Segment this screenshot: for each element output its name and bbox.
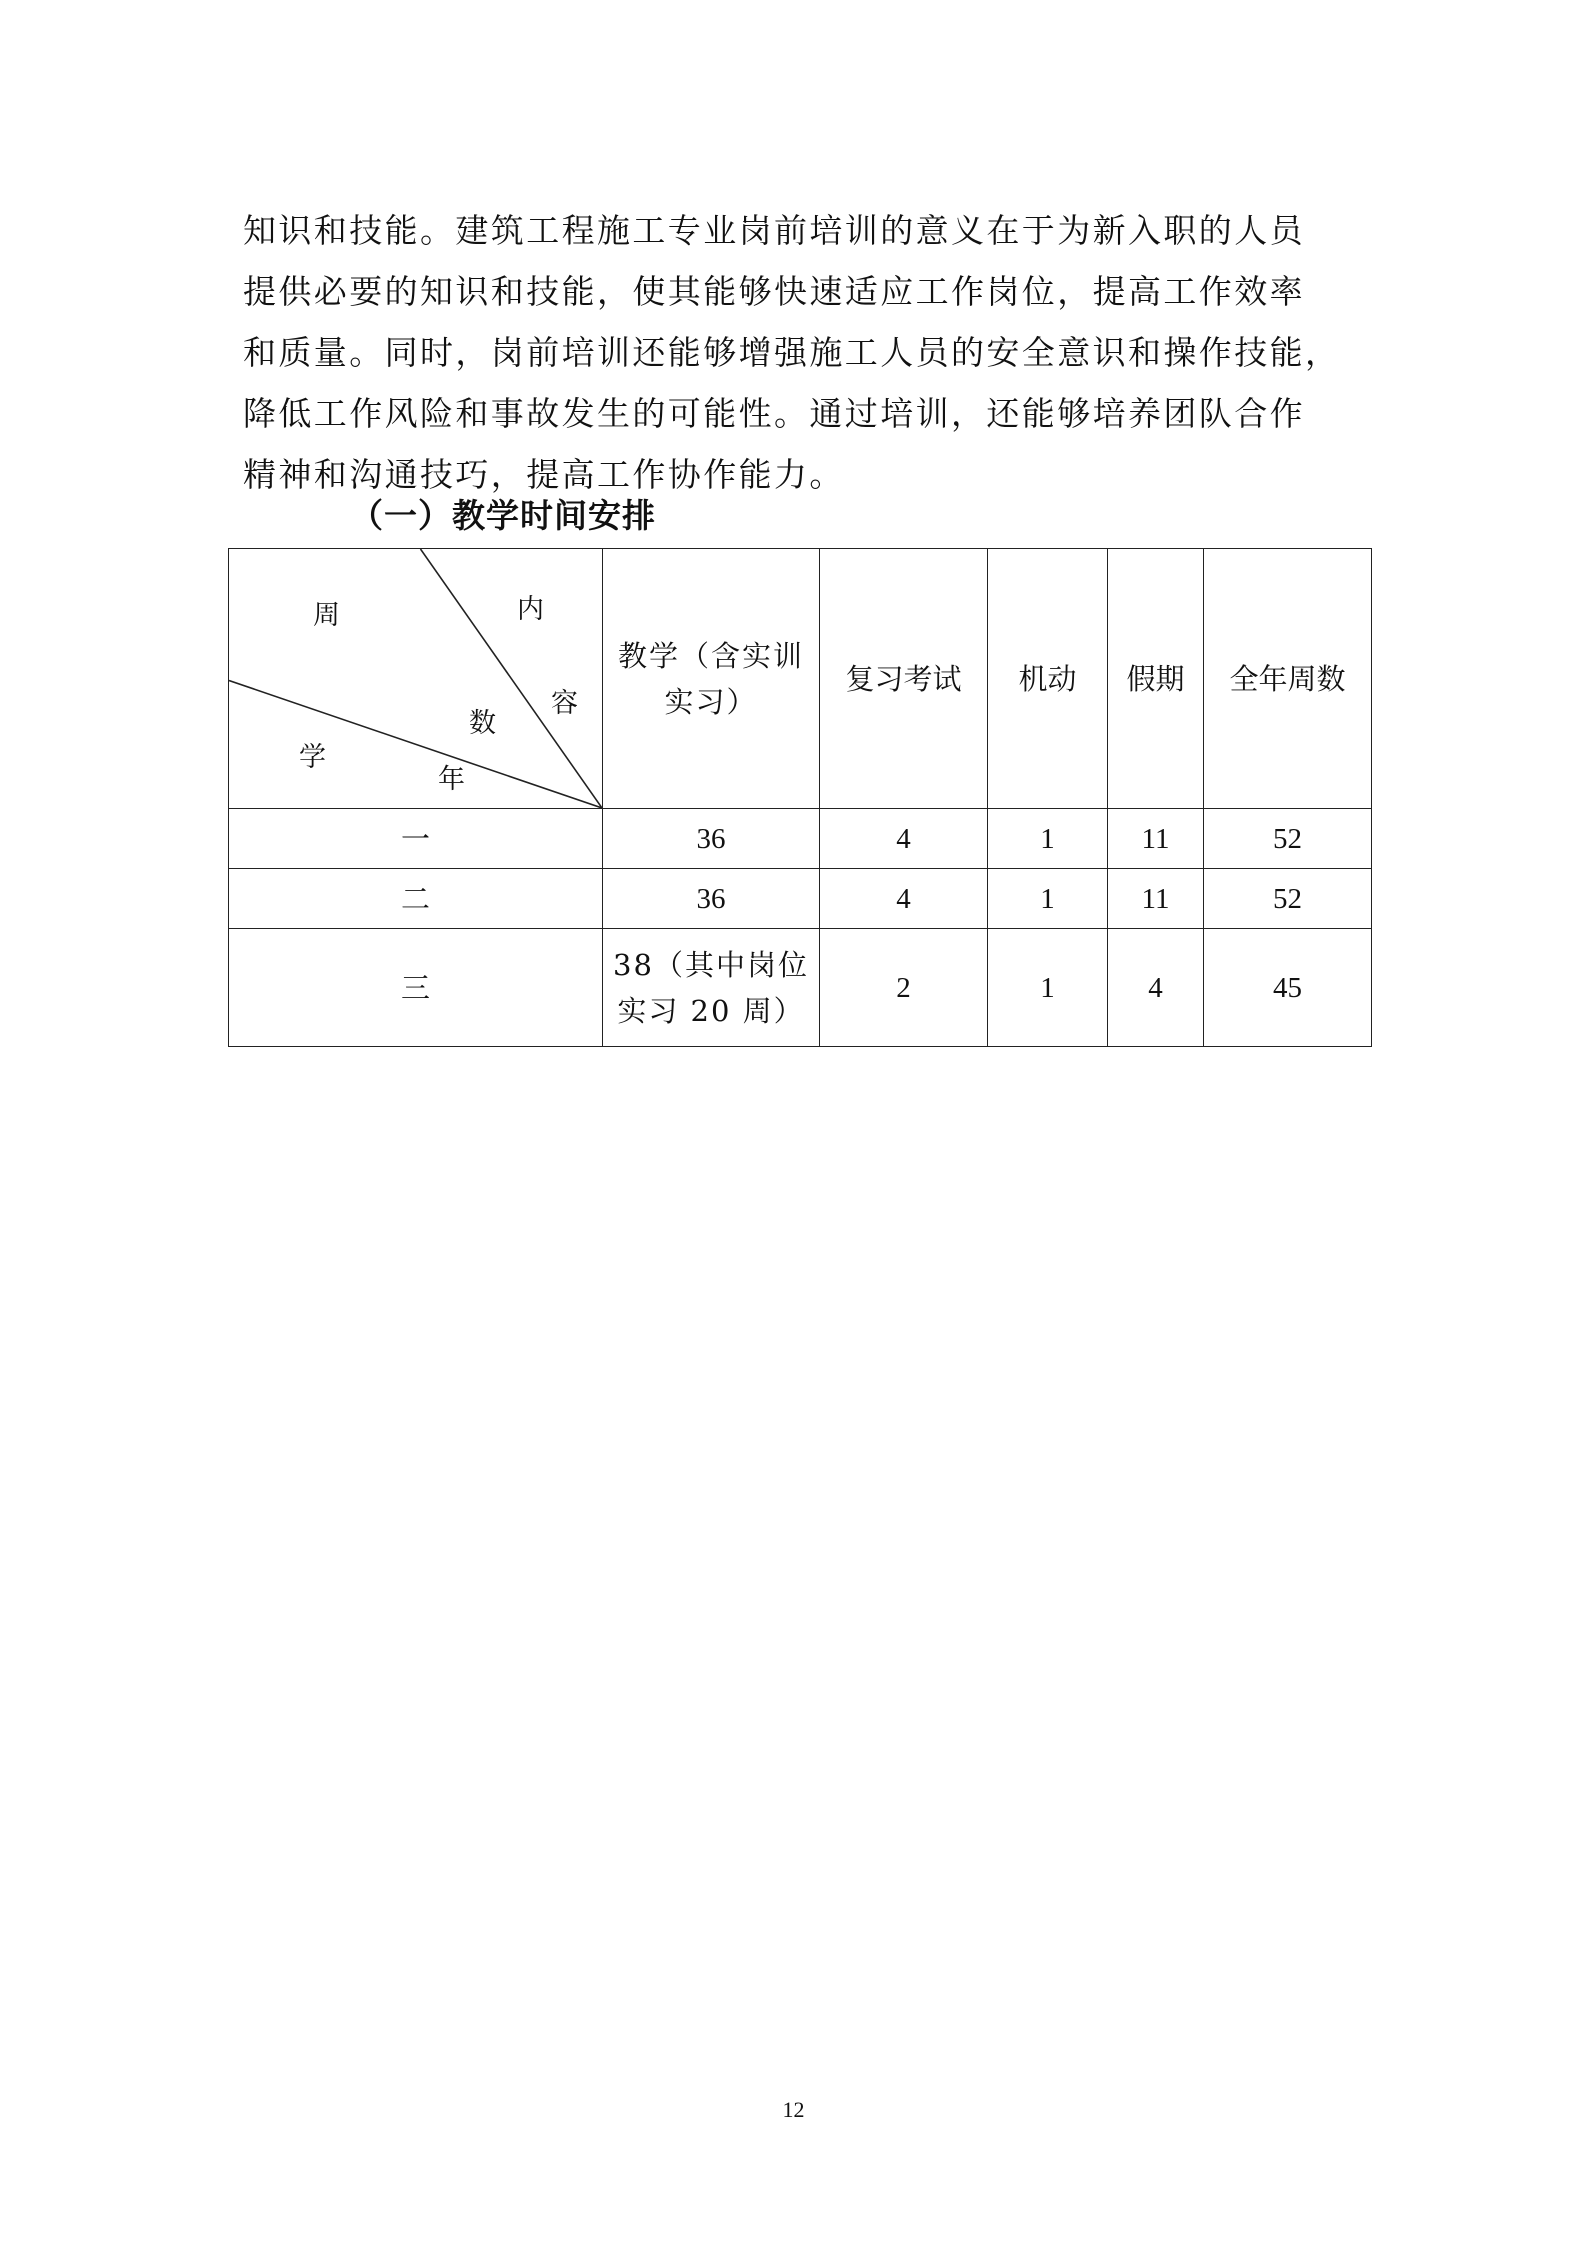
cell-year: 三 [229, 929, 603, 1047]
cell-total: 45 [1204, 929, 1372, 1047]
cell-teaching-line2: 实习 20 周） [617, 993, 805, 1028]
corner-label-rong: 容 [551, 688, 578, 719]
header-flexible: 机动 [988, 549, 1108, 809]
cell-teaching: 36 [603, 869, 820, 929]
cell-holiday: 4 [1108, 929, 1204, 1047]
cell-teaching [603, 929, 820, 1047]
paragraph-line: 和质量。同时，岗前培训还能够增强施工人员的安全意识和操作技能， [243, 333, 1341, 372]
cell-review: 4 [820, 869, 988, 929]
cell-review: 4 [820, 809, 988, 869]
cell-holiday: 11 [1108, 809, 1204, 869]
corner-label-zhou: 周 [313, 600, 340, 631]
cell-teaching: 36 [603, 809, 820, 869]
diagonal-lines [229, 549, 602, 808]
table-row [229, 809, 1372, 869]
cell-teaching-line1: 38（其中岗位 [613, 947, 809, 982]
header-review: 复习考试 [820, 549, 988, 809]
cell-year: 二 [229, 869, 603, 929]
cell-total: 52 [1204, 809, 1372, 869]
table-header-row [229, 549, 1372, 809]
page-number: 12 [782, 2097, 805, 2122]
cell-holiday: 11 [1108, 869, 1204, 929]
header-teaching-line2: 实习） [664, 684, 758, 719]
paragraph-line: 精神和沟通技巧，提高工作协作能力。 [243, 455, 845, 494]
header-total-weeks: 全年周数 [1204, 549, 1372, 809]
header-teaching [603, 549, 820, 809]
corner-label-nian: 年 [438, 764, 465, 795]
table-row [229, 929, 1372, 1047]
paragraph-line: 知识和技能。建筑工程施工专业岗前培训的意义在于为新入职的人员 [243, 211, 1305, 250]
schedule-table [228, 548, 1372, 1047]
cell-flexible: 1 [988, 809, 1108, 869]
corner-label-shu: 数 [469, 708, 496, 739]
cell-total: 52 [1204, 869, 1372, 929]
cell-flexible: 1 [988, 869, 1108, 929]
section-heading: （一）教学时间安排 [350, 496, 656, 535]
paragraph-line: 提供必要的知识和技能，使其能够快速适应工作岗位，提高工作效率 [243, 272, 1305, 311]
cell-flexible: 1 [988, 929, 1108, 1047]
corner-label-nei: 内 [517, 594, 544, 625]
table-row [229, 869, 1372, 929]
body-paragraph [243, 200, 1363, 505]
cell-review: 2 [820, 929, 988, 1047]
corner-label-xue: 学 [299, 742, 326, 773]
header-teaching-line1: 教学（含实训 [617, 638, 804, 673]
diagonal-header-cell [229, 549, 603, 809]
header-holiday: 假期 [1108, 549, 1204, 809]
paragraph-line: 降低工作风险和事故发生的可能性。通过培训，还能够培养团队合作 [243, 394, 1305, 433]
cell-year: 一 [229, 809, 603, 869]
